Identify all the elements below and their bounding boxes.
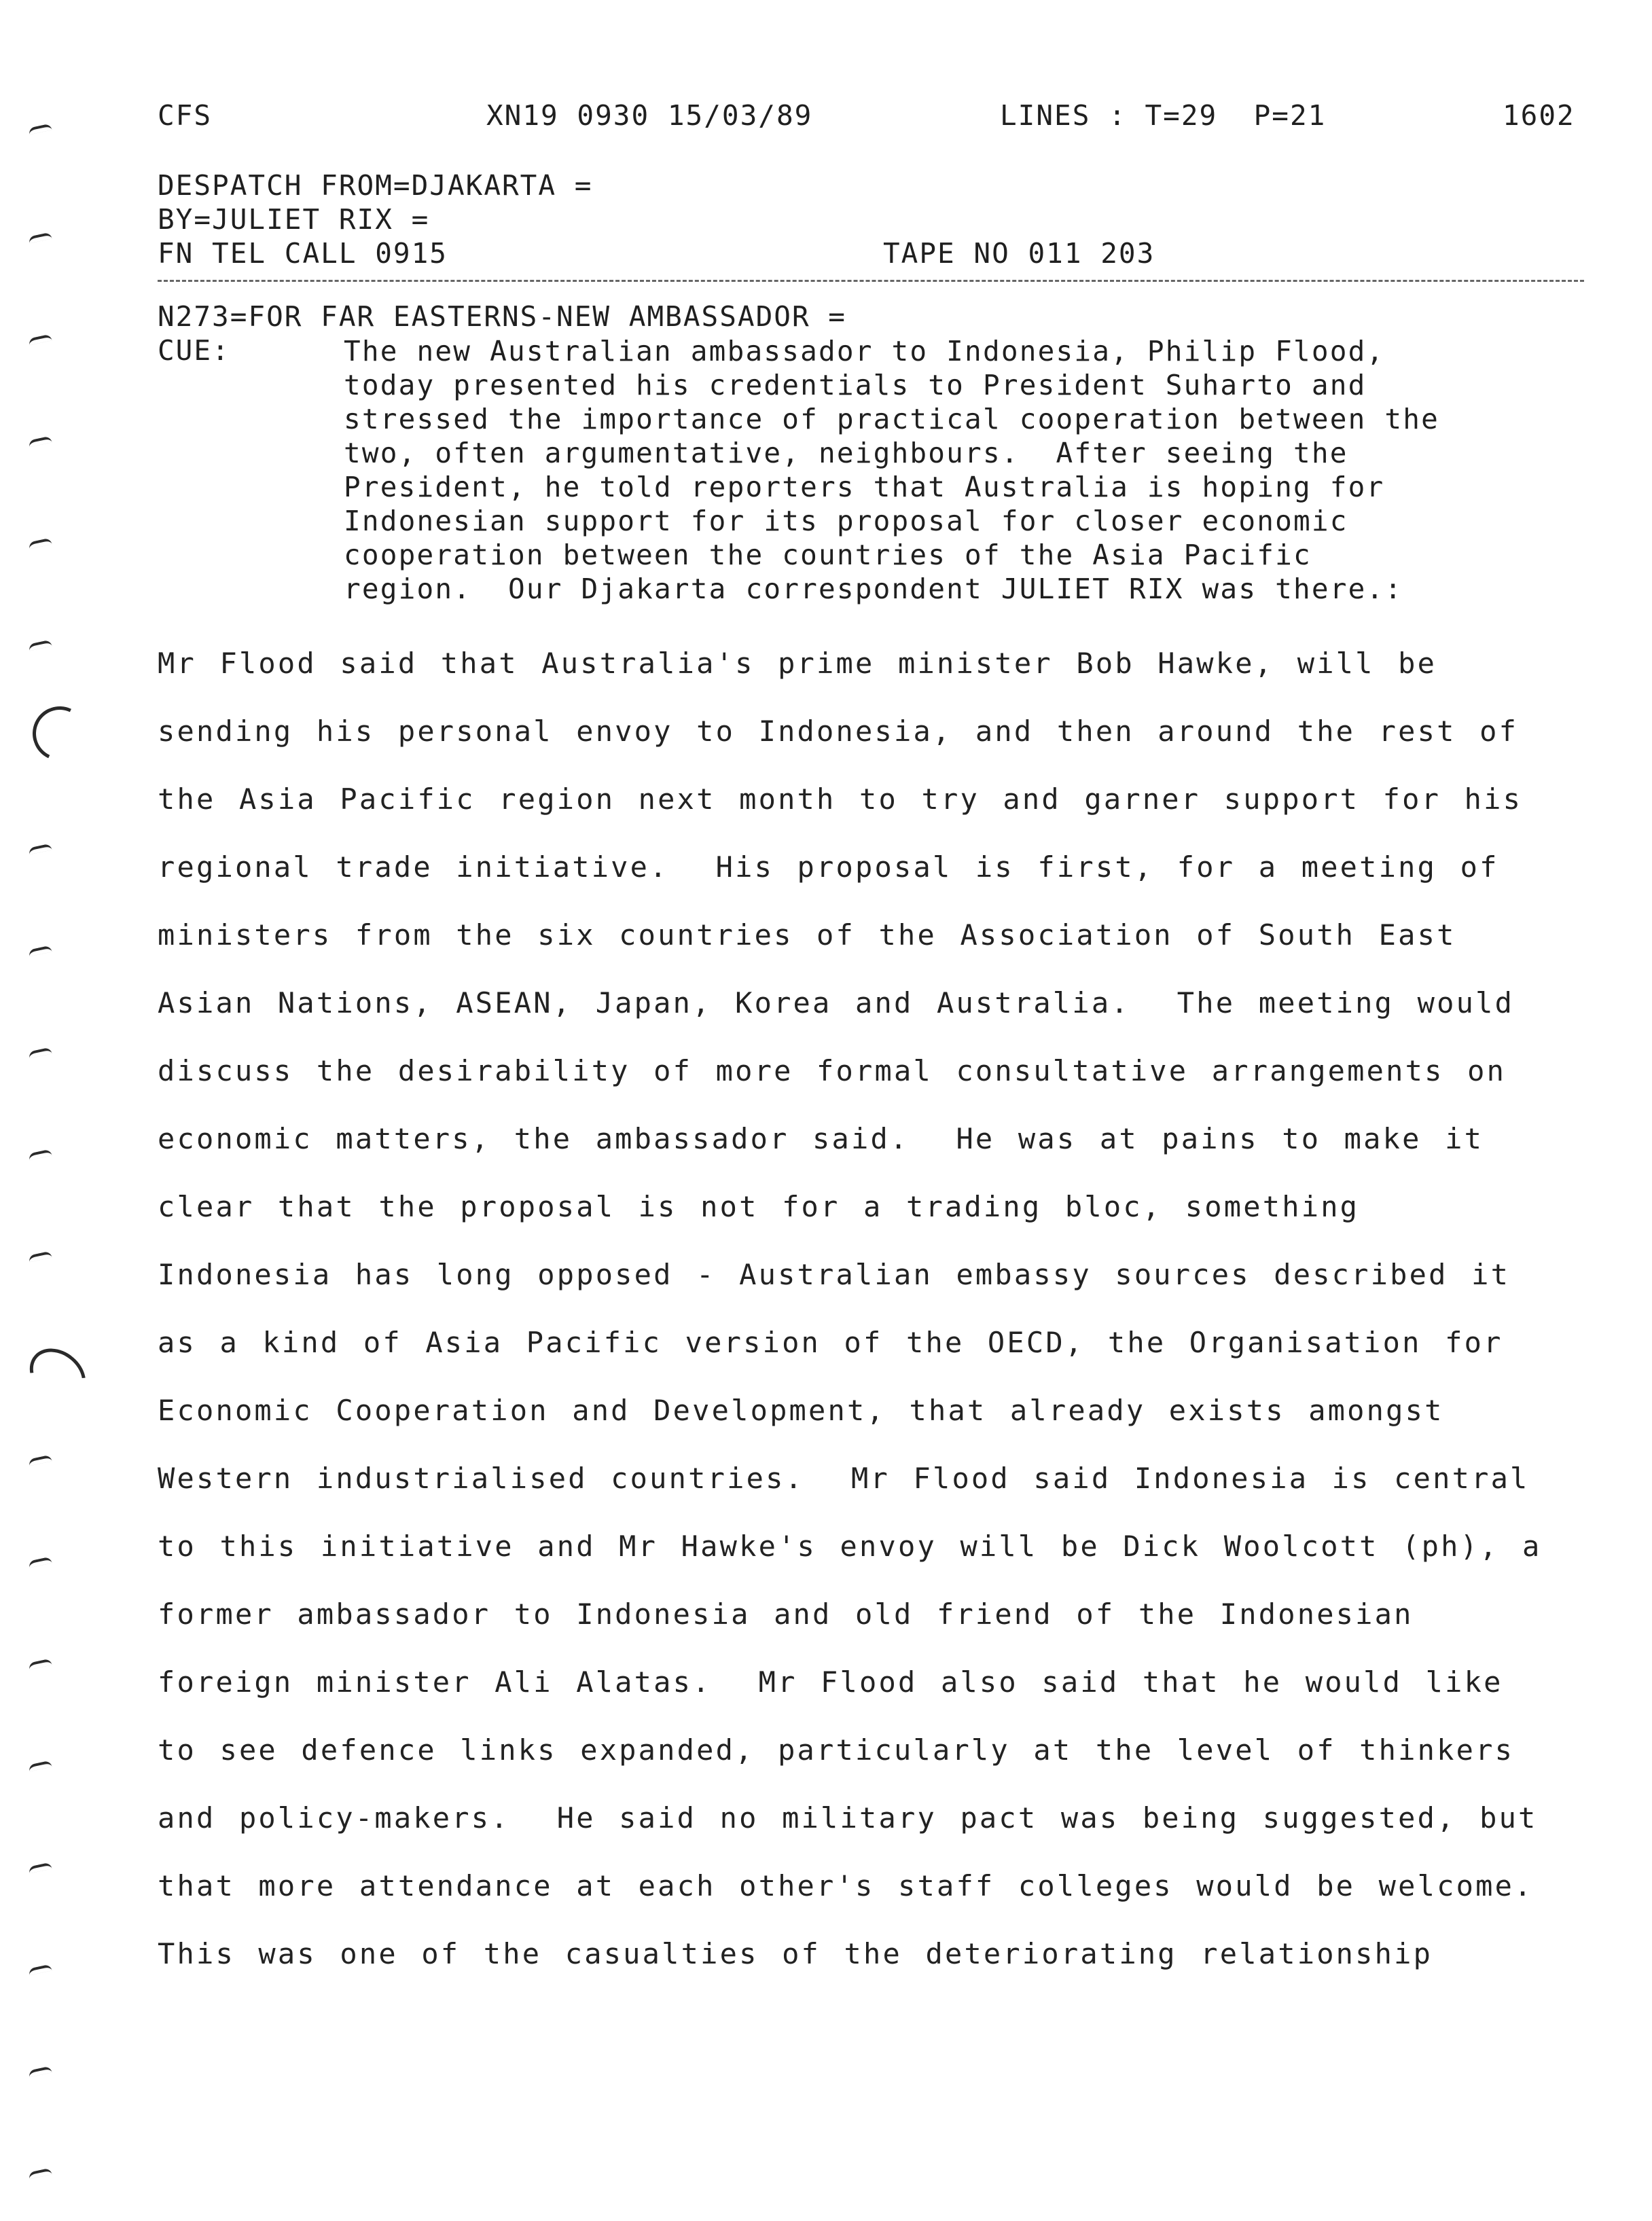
margin-mark xyxy=(28,1557,52,1568)
margin-mark xyxy=(28,1047,52,1059)
cue-line: President, he told reporters that Australia is hoping for xyxy=(344,471,1385,503)
margin-mark xyxy=(28,1760,52,1772)
body-line: that more attendance at each other's staff colleges would be welcome. xyxy=(158,1869,1534,1902)
margin-mark xyxy=(28,334,52,346)
margin-mark xyxy=(28,1455,52,1466)
margin-mark xyxy=(28,945,52,957)
cue-line: today presented his credentials to President Suharto and xyxy=(344,369,1367,401)
reference-line: XN19 0930 15/03/89 xyxy=(486,99,813,132)
body-line: Western industrialised countries. Mr Flood said Indonesia is central xyxy=(158,1462,1530,1495)
body-line: ministers from the six countries of the Association of South East xyxy=(158,918,1456,952)
body-line: to see defence links expanded, particularly at the level of thinkers xyxy=(158,1733,1515,1767)
cue-line: The new Australian ambassador to Indonesia, Philip Flood, xyxy=(344,335,1385,367)
cue-label: CUE: xyxy=(158,334,230,367)
body-line: clear that the proposal is not for a trading bloc, something xyxy=(158,1190,1360,1223)
cue-line: Indonesian support for its proposal for closer economic xyxy=(344,505,1348,537)
cue-line: two, often argumentative, neighbours. After seeing the xyxy=(344,437,1348,469)
body-line: sending his personal envoy to Indonesia, and then around the rest of xyxy=(158,715,1519,748)
page-number: 1602 xyxy=(1503,99,1575,132)
body-line: economic matters, the ambassador said. He was at pains to make it xyxy=(158,1122,1484,1155)
margin-mark xyxy=(28,1251,52,1263)
dashed-divider xyxy=(158,280,1584,282)
fn-tel-call: FN TEL CALL 0915 xyxy=(158,237,448,270)
margin-mark xyxy=(28,538,52,549)
body-line: Asian Nations, ASEAN, Japan, Korea and Australia. The meeting would xyxy=(158,986,1515,1019)
margin-curl-mark xyxy=(19,1337,96,1413)
body-line: Mr Flood said that Australia's prime minister Bob Hawke, will be xyxy=(158,647,1437,680)
body-line: Indonesia has long opposed - Australian embassy sources described it xyxy=(158,1258,1511,1291)
body-line: Economic Cooperation and Development, that already exists amongst xyxy=(158,1394,1444,1427)
byline: BY=JULIET RIX = xyxy=(158,203,430,236)
margin-mark xyxy=(28,1862,52,1874)
body-line: regional trade initiative. His proposal is first, for a meeting of xyxy=(158,850,1499,884)
body-line: as a kind of Asia Pacific version of the OECD, the Organisation for xyxy=(158,1326,1503,1359)
body-line: This was one of the casualties of the deteriorating relationship xyxy=(158,1937,1433,1970)
despatch-from: DESPATCH FROM=DJAKARTA = xyxy=(158,169,593,202)
cue-line: stressed the importance of practical cooperation between the xyxy=(344,403,1440,435)
body-line: the Asia Pacific region next month to try and garner support for his xyxy=(158,782,1523,816)
tape-number: TAPE NO 011 203 xyxy=(883,237,1155,270)
body-line: and policy-makers. He said no military pact was being suggested, but xyxy=(158,1801,1538,1835)
margin-mark xyxy=(28,232,52,244)
margin-curl-mark xyxy=(25,699,95,769)
body-line: foreign minister Ali Alatas. Mr Flood also said that he would like xyxy=(158,1665,1503,1699)
margin-mark xyxy=(28,1659,52,1670)
cue-line: cooperation between the countries of the Asia Pacific xyxy=(344,539,1312,571)
story-slug: N273=FOR FAR EASTERNS-NEW AMBASSADOR = xyxy=(158,300,846,333)
margin-mark xyxy=(28,124,52,135)
margin-mark xyxy=(28,2168,52,2180)
cue-line: region. Our Djakarta correspondent JULIET RIX was there.: xyxy=(344,573,1403,605)
body-line: discuss the desirability of more formal consultative arrangements on xyxy=(158,1054,1507,1087)
source-code: CFS xyxy=(158,99,213,132)
margin-mark xyxy=(28,844,52,855)
margin-mark xyxy=(28,1964,52,1976)
lines-count: LINES : T=29 P=21 xyxy=(1000,99,1327,132)
margin-mark xyxy=(28,1149,52,1161)
margin-mark xyxy=(28,640,52,651)
margin-mark xyxy=(28,2066,52,2078)
body-line: to this initiative and Mr Hawke's envoy will be Dick Woolcott (ph), a xyxy=(158,1530,1542,1563)
body-line: former ambassador to Indonesia and old friend of the Indonesian xyxy=(158,1597,1414,1631)
margin-mark xyxy=(28,436,52,448)
